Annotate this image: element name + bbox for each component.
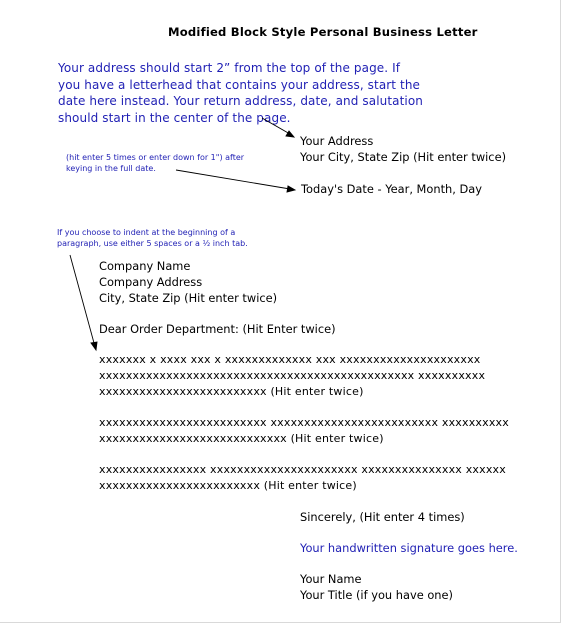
paragraph-3-line-1: xxxxxxxxxxxxxxxx xxxxxxxxxxxxxxxxxxxxxx xxxxxxxxxxxxxxx xxxxxx [99,463,506,476]
enter-note-line-1: (hit enter 5 times or enter down for 1") after [66,153,245,162]
arrow-to-paragraph [70,255,94,343]
indent-note-line-2: paragraph, use either 5 spaces or a ½ inch tab. [57,239,248,248]
complimentary-closing: Sincerely, (Hit enter 4 times) [300,510,465,524]
signer-title: Your Title (if you have one) [300,588,453,602]
return-address-note-line-2: you have a letterhead that contains your address, start the [58,77,421,92]
return-address-note-line-1: Your address should start 2” from the top of the page. If [58,61,401,75]
signer-name: Your Name [300,572,362,586]
letter-date: Today's Date - Year, Month, Day [301,182,482,196]
paragraph-2-line-1: xxxxxxxxxxxxxxxxxxxxxxxxx xxxxxxxxxxxxxxxxxxxxxxxxx xxxxxxxxxx [99,416,509,429]
arrow-to-date [176,170,290,189]
return-address-note-line-4: should start in the center of the page. [58,110,291,125]
paragraph-3-line-2: xxxxxxxxxxxxxxxxxxxxxxxx (Hit enter twice) [99,479,357,492]
arrow-to-paragraph-head [91,342,97,350]
document-title: Modified Block Style Personal Business Letter [168,25,478,39]
indent-note-line-1: If you choose to indent at the beginning of a [57,228,236,237]
paragraph-1-line-2: xxxxxxxxxxxxxxxxxxxxxxxxxxxxxxxxxxxxxxxxxxxxxxx xxxxxxxxxx [99,369,486,382]
enter-note-line-2: keying in the full date. [66,164,156,173]
sender-address: Your Address [300,134,374,148]
recipient-company-name: Company Name [99,259,191,273]
arrow-to-date-head [287,186,295,192]
paragraph-2-line-2: xxxxxxxxxxxxxxxxxxxxxxxxxxxx (Hit enter twice) [99,432,384,445]
arrow-to-return-address [262,118,290,134]
paragraph-1-line-3: xxxxxxxxxxxxxxxxxxxxxxxxx (Hit enter twice) [99,385,364,398]
recipient-company-address: Company Address [99,275,203,289]
salutation: Dear Order Department: (Hit Enter twice) [99,322,336,336]
paragraph-1-line-1: xxxxxxx x xxxx xxx x xxxxxxxxxxxxx xxx xxxxxxxxxxxxxxxxxxxxx [99,353,481,366]
signature-note: Your handwritten signature goes here. [300,541,518,555]
recipient-city-state-zip: City, State Zip (Hit enter twice) [99,291,278,305]
sender-city-state-zip: Your City, State Zip (Hit enter twice) [300,150,507,164]
return-address-note-line-3: date here instead. Your return address, date, and salutation [58,94,423,108]
